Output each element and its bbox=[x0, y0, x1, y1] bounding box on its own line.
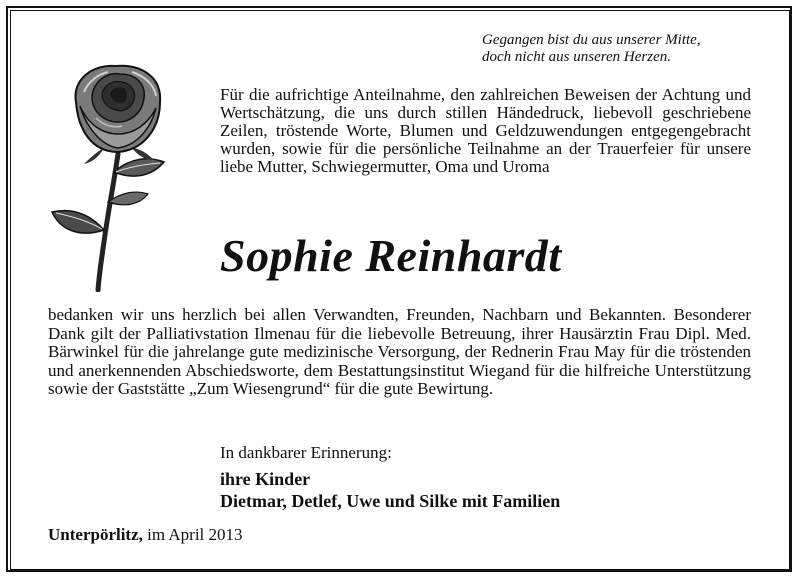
memory-line: In dankbarer Erinnerung: bbox=[220, 443, 392, 462]
motto-quote bbox=[482, 32, 752, 66]
thanks-paragraph: bedanken wir uns herzlich bei allen Verwandten, Freunden, Nachbarn und Bekannten. Besonderer Dank gilt der Palliativstation Ilmenau für die liebevolle Betreuung, ihrer Hausärztin Frau Dipl. Med. Bärwinkel für die jahrelange gute medizinische Versorgung, der Rednerin Frau May für die tröstenden und anerkennenden Abschiedsworte, dem Bestattungsinstitut Wiegand für die hilfreiche Unterstützung sowie der Gaststätte „Zum Wiesengrund“ für die gute Bewirtung. bbox=[48, 305, 751, 398]
place-name: Unterpörlitz, bbox=[48, 525, 143, 544]
motto-line-1: Gegangen bist du aus unserer Mitte, bbox=[482, 32, 701, 48]
intro-paragraph: Für die aufrichtige Anteilnahme, den zahlreichen Beweisen der Achtung und Wertschätzung, die uns durch stillen Händedruck, liebevoll geschriebene Zeilen, tröstende Worte, Blumen und Geldzuwendungen entgegengebracht wurden, sowie für die persönliche Teilnahme an der Trauerfeier für unsere liebe Mutter, Schwiegermutter, Oma und Uroma bbox=[220, 85, 751, 176]
rose-icon bbox=[48, 62, 178, 292]
motto-line-2: doch nicht aus unseren Herzen. bbox=[482, 49, 671, 65]
place-date bbox=[48, 525, 243, 545]
family-signature bbox=[220, 468, 560, 512]
family-line-2: Dietmar, Detlef, Uwe und Silke mit Familien bbox=[220, 491, 561, 511]
date-text: im April 2013 bbox=[147, 525, 243, 544]
family-line-1: ihre Kinder bbox=[220, 469, 311, 489]
deceased-name: Sophie Reinhardt bbox=[220, 230, 562, 281]
